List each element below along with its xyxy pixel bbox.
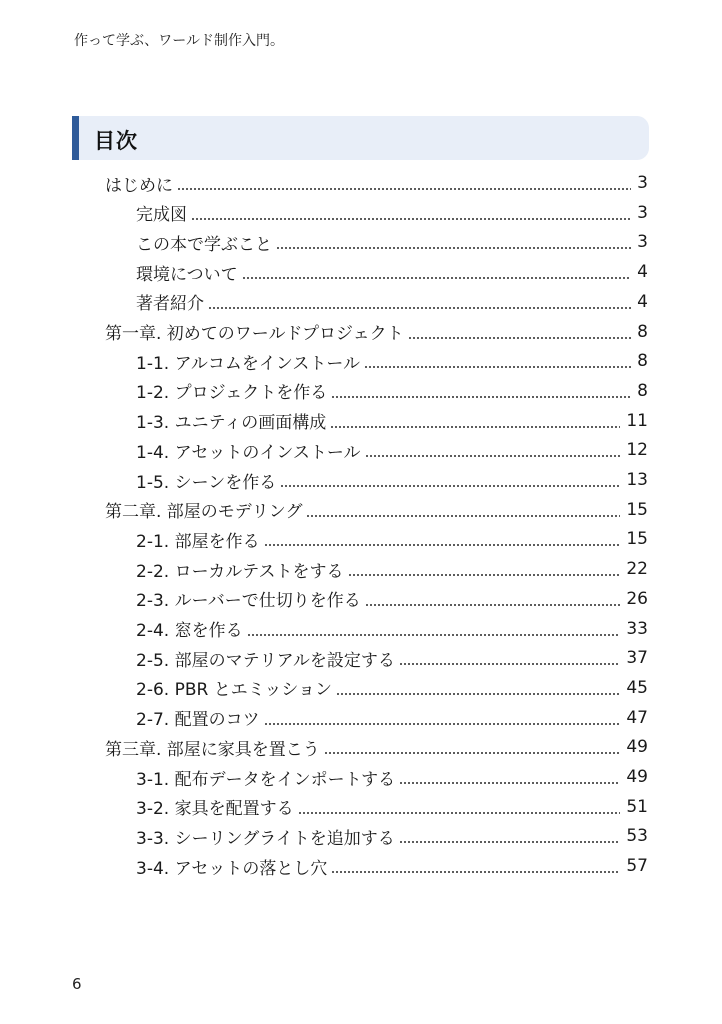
toc-entry-page: 37: [626, 648, 648, 669]
toc-dot-leader: [280, 485, 620, 487]
toc-dot-leader: [365, 604, 621, 606]
toc-dot-leader: [247, 634, 621, 636]
toc-dot-leader: [348, 574, 621, 576]
toc-dot-leader: [298, 812, 621, 814]
toc-dot-leader: [306, 515, 620, 517]
toc-section-entry[interactable]: [136, 376, 648, 406]
toc-entry-page: 3: [637, 232, 648, 253]
toc-section-entry[interactable]: [136, 703, 648, 733]
toc-entry-page: 8: [637, 351, 648, 372]
toc-entry-label: 第三章. 部屋に家具を置こう: [105, 739, 320, 760]
toc-entry-page: 49: [626, 737, 648, 758]
page-number: 6: [72, 975, 82, 993]
toc-dot-leader: [399, 841, 621, 843]
toc-dot-leader: [264, 723, 621, 725]
toc-entry-page: 49: [626, 767, 648, 787]
toc-dot-leader: [276, 247, 631, 249]
toc-entry-page: 8: [637, 321, 648, 342]
toc-section-entry[interactable]: [136, 851, 648, 881]
toc-dot-leader: [364, 366, 631, 368]
toc-entry-page: 11: [626, 410, 648, 431]
toc-section-entry[interactable]: [136, 821, 648, 851]
toc-entry-label: 1-1. アルコムをインストール: [136, 353, 361, 374]
toc-section-entry[interactable]: [136, 346, 648, 376]
toc-chapter-entry[interactable]: [105, 168, 648, 198]
toc-section-entry[interactable]: [136, 673, 648, 703]
toc-entry-page: 57: [626, 856, 648, 877]
toc-dot-leader: [242, 277, 632, 279]
toc-chapter-entry[interactable]: [105, 317, 648, 347]
toc-entry-page: 15: [626, 499, 648, 520]
toc-dot-leader: [408, 337, 632, 339]
toc-section-entry[interactable]: [136, 554, 648, 584]
toc-entry-page: 12: [626, 440, 648, 461]
toc-section-entry[interactable]: [136, 227, 648, 257]
toc-dot-leader: [191, 218, 631, 220]
toc-dot-leader: [177, 188, 631, 190]
toc-entry-page: 53: [626, 826, 648, 847]
toc-dot-leader: [399, 782, 620, 784]
toc-dot-leader: [331, 871, 620, 873]
toc-entry-label: 完成図: [136, 205, 187, 226]
toc-entry-label: 第一章. 初めてのワールドプロジェクト: [105, 324, 404, 344]
toc-entry-label: はじめに: [105, 175, 173, 196]
toc-entry-page: 3: [637, 173, 648, 193]
toc-entry-label: 1-5. シーンを作る: [136, 472, 277, 493]
toc-section-entry[interactable]: [136, 287, 648, 317]
toc-dot-leader: [365, 455, 621, 457]
toc-dot-leader: [208, 307, 631, 309]
toc-entry-label: 3-2. 家具を配置する: [136, 799, 294, 820]
toc-section-entry[interactable]: [136, 584, 648, 614]
toc-entry-label: 第二章. 部屋のモデリング: [105, 502, 303, 523]
toc-section-entry[interactable]: [136, 524, 648, 554]
toc-dot-leader: [324, 752, 621, 754]
toc-title: 目次: [94, 129, 138, 153]
toc-entry-label: 1-4. アセットのインストール: [136, 442, 361, 463]
toc-entry-label: 3-3. シーリングライトを追加する: [136, 828, 395, 849]
toc-entry-label: 2-4. 窓を作る: [136, 621, 243, 641]
toc-section-entry[interactable]: [136, 762, 648, 792]
toc-entry-label: 3-4. アセットの落とし穴: [136, 858, 328, 879]
toc-section-entry[interactable]: [136, 435, 648, 465]
toc-section-entry[interactable]: [136, 257, 648, 287]
toc-entry-label: 1-2. プロジェクトを作る: [136, 383, 328, 404]
toc-chapter-entry[interactable]: [105, 495, 648, 525]
toc-dot-leader: [264, 544, 621, 546]
toc-dot-leader: [336, 693, 620, 695]
toc-entry-page: 47: [626, 707, 648, 728]
toc-entry-page: 45: [626, 677, 648, 698]
toc-entry-page: 33: [626, 618, 648, 639]
toc-heading: [72, 116, 649, 160]
toc-entry-label: この本で学ぶこと: [136, 234, 272, 255]
toc-entry-label: 2-7. 配置のコツ: [136, 710, 260, 731]
toc-section-entry[interactable]: [136, 792, 648, 822]
toc-entry-label: 2-2. ローカルテストをする: [136, 561, 344, 582]
running-header: 作って学ぶ、ワールド制作入門。: [74, 33, 284, 49]
toc-entry-page: 4: [637, 262, 648, 283]
toc-section-entry[interactable]: [136, 406, 648, 436]
toc-entry-page: 51: [626, 796, 648, 817]
toc-section-entry[interactable]: [136, 643, 648, 673]
toc-dot-leader: [399, 663, 620, 665]
toc-entry-page: 4: [637, 291, 648, 312]
toc-entry-label: 2-1. 部屋を作る: [136, 531, 260, 552]
heading-accent-bar: [72, 116, 79, 160]
toc-chapter-entry[interactable]: [105, 732, 648, 762]
toc-entry-label: 2-3. ルーバーで仕切りを作る: [136, 591, 361, 612]
toc-entry-label: 2-5. 部屋のマテリアルを設定する: [136, 650, 395, 671]
toc-entry-label: 3-1. 配布データをインポートする: [136, 769, 396, 790]
toc-entry-page: 26: [626, 588, 648, 609]
toc-dot-leader: [330, 426, 620, 428]
toc-entry-label: 2-6. PBR とエミッション: [136, 680, 333, 701]
toc-section-entry[interactable]: [136, 614, 648, 644]
toc-entry-page: 15: [626, 529, 648, 550]
toc-entry-label: 1-3. ユニティの画面構成: [136, 413, 327, 434]
toc-entry-label: 著者紹介: [136, 294, 204, 315]
toc-entry-page: 3: [637, 202, 648, 223]
toc-entry-label: 環境について: [136, 264, 238, 285]
toc-entry-page: 13: [626, 470, 648, 490]
toc-section-entry[interactable]: [136, 465, 648, 495]
toc-entry-page: 22: [626, 559, 648, 580]
toc-entry-page: 8: [637, 380, 648, 401]
toc-dot-leader: [331, 396, 631, 398]
toc-section-entry[interactable]: [136, 198, 648, 228]
